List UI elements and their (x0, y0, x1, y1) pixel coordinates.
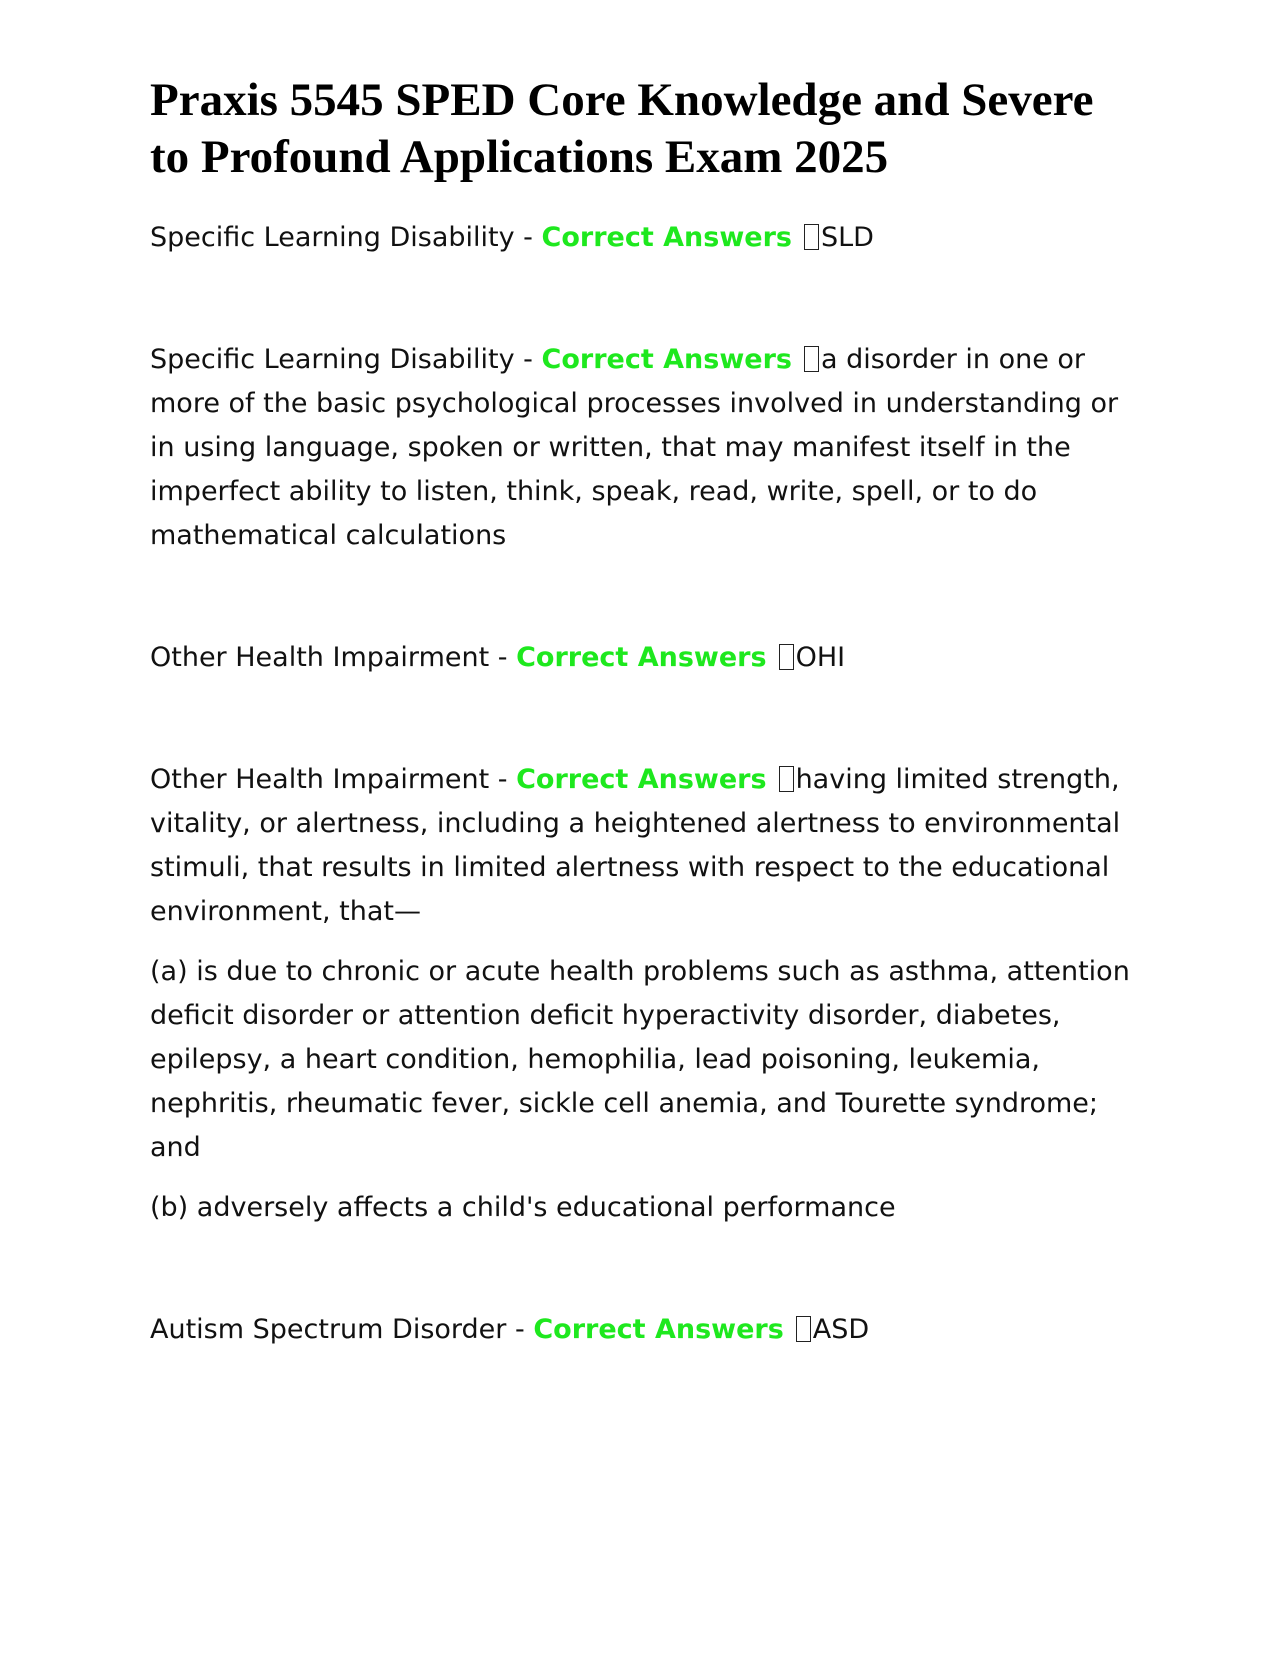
entry-term: Specific Learning Disability (150, 344, 515, 375)
entry-paragraph (150, 636, 1130, 680)
missing-glyph-box-icon (796, 1316, 811, 1342)
entry-separator: - (489, 764, 517, 795)
entry-term: Other Health Impairment (150, 642, 490, 673)
entry-separator: - (514, 222, 542, 253)
correct-answers-label: Correct Answers (541, 222, 792, 253)
document-title: Praxis 5545 SPED Core Knowledge and Severe to Profound Applications Exam 2025 (150, 74, 1094, 183)
correct-answers-label: Correct Answers (516, 642, 767, 673)
missing-glyph-box-icon (779, 766, 794, 792)
entry-subparagraph: (b) adversely affects a child's educational performance (150, 1192, 896, 1223)
entry-answer: having limited strength, vitality, or alertness, including a heightened alertness to environmental stimuli, that results in limited alertness with respect to the educational environment, that— (150, 764, 1121, 927)
entry-paragraph (150, 216, 1130, 260)
qa-entry (150, 216, 1130, 260)
correct-answers-label: Correct Answers (533, 1314, 784, 1345)
entry-separator: - (514, 344, 542, 375)
entry-separator: - (489, 642, 517, 673)
document-page (150, 72, 1130, 1352)
correct-answers-label: Correct Answers (516, 764, 767, 795)
entry-answer: OHI (795, 642, 846, 673)
entry-term: Autism Spectrum Disorder (150, 1314, 507, 1345)
missing-glyph-box-icon (779, 644, 794, 670)
entry-answer: a disorder in one or more of the basic psychological processes involved in understanding or in using language, spoken or written, that may manifest itself in the imperfect ability to listen, think, speak, read, write, spell, or to do mathematical calculations (150, 344, 1119, 551)
missing-glyph-box-icon (804, 346, 819, 372)
qa-entry (150, 758, 1130, 1230)
entry-paragraph (150, 338, 1130, 558)
qa-entry (150, 338, 1130, 558)
entry-term: Specific Learning Disability (150, 222, 515, 253)
entry-subparagraph: (a) is due to chronic or acute health problems such as asthma, attention deficit disorder or attention deficit hyperactivity disorder, diabetes, epilepsy, a heart condition, hemophilia, lead poisoning, leukemia, nephritis, rheumatic fever, sickle cell anemia, and Tourette syndrome; and (150, 956, 1130, 1163)
entry-answer: ASD (812, 1314, 870, 1345)
correct-answers-label: Correct Answers (541, 344, 792, 375)
missing-glyph-box-icon (804, 224, 819, 250)
entry-separator: - (506, 1314, 534, 1345)
entry-term: Other Health Impairment (150, 764, 490, 795)
qa-entry (150, 636, 1130, 680)
entry-answer: SLD (820, 222, 874, 253)
qa-entry (150, 1308, 1130, 1352)
entry-paragraph (150, 1308, 1130, 1352)
entry-paragraph (150, 758, 1130, 934)
